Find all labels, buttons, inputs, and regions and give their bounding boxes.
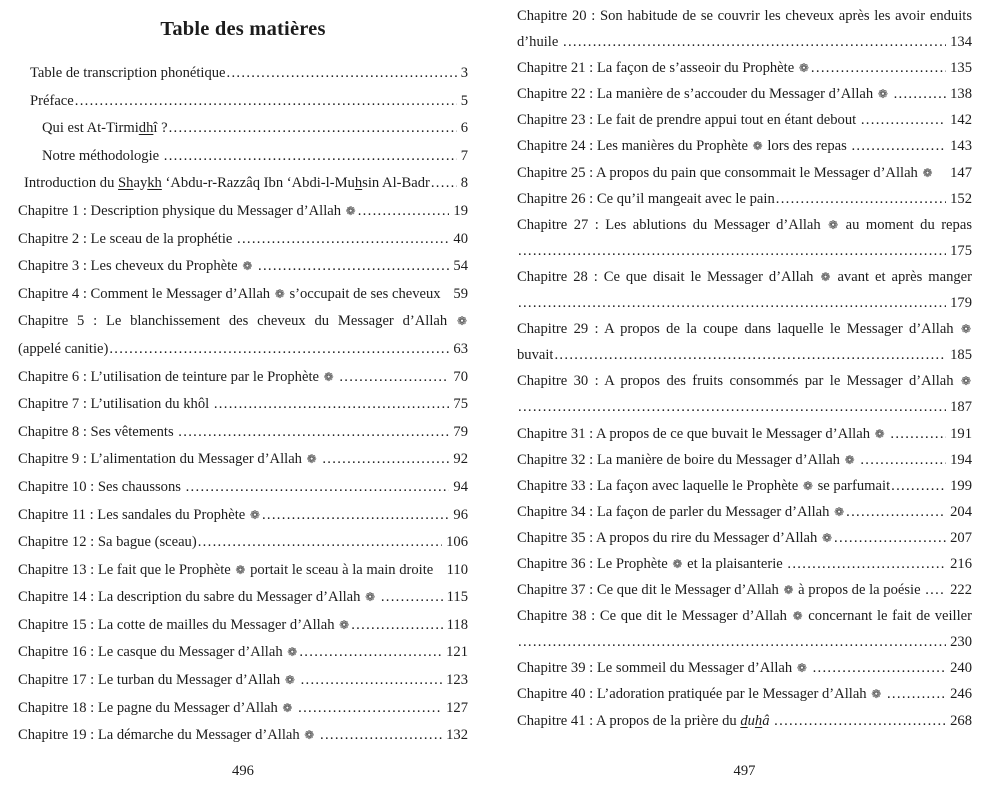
- toc-page-ref: 179: [950, 295, 972, 312]
- toc-entry-text: Chapitre 20 : Son habitude de se couvrir les cheveux après les avoir enduits: [517, 8, 972, 24]
- toc-entry: [18, 529, 468, 557]
- toc-page-ref: 3: [460, 65, 468, 81]
- toc-entry-line: [517, 708, 972, 734]
- toc-page-ref: 138: [950, 86, 972, 103]
- dot-leader: [300, 667, 443, 695]
- toc-entry-text: (appelé canitie): [18, 340, 109, 357]
- toc-entry: [517, 107, 972, 133]
- toc-entry-line: [517, 421, 972, 447]
- dot-leader: [845, 499, 946, 525]
- toc-entry-text: Chapitre 41 : A propos de la prière du duhâ: [517, 712, 770, 729]
- toc-page-ref: 121: [446, 644, 468, 661]
- toc-page-ref: 246: [950, 686, 972, 703]
- dot-leader: [517, 238, 946, 264]
- toc-entry-line: [24, 170, 468, 198]
- toc-entry-line: [517, 629, 972, 655]
- dot-leader: [553, 342, 946, 368]
- toc-entry-text: Chapitre 34 : La façon de parler du Messager d’Allah ❁: [517, 503, 845, 520]
- dot-leader: [812, 655, 947, 681]
- toc-entry-text: Chapitre 2 : Le sceau de la prophétie: [18, 230, 237, 247]
- toc-entry-text: Chapitre 22 : La manière de s’accouder du Messager d’Allah ❁: [517, 86, 888, 103]
- saw-honorific: ❁: [844, 452, 855, 467]
- toc-entry-line: [18, 502, 468, 530]
- toc-entry: [517, 316, 972, 368]
- toc-page-ref: 63: [453, 340, 468, 357]
- toc-entry: [517, 368, 972, 420]
- toc-entry-line: [18, 584, 468, 612]
- toc-page-ref: 40: [453, 230, 468, 247]
- toc-page-ref: 6: [460, 120, 468, 137]
- toc-entry-line: [18, 419, 468, 447]
- saw-honorific: ❁: [874, 426, 885, 441]
- toc-entry-line: [517, 499, 972, 525]
- toc-entry: [18, 253, 468, 281]
- saw-honorific: ❁: [877, 87, 888, 102]
- saw-honorific: ❁: [820, 269, 831, 284]
- toc-entry: [18, 391, 468, 419]
- toc-entry: [517, 551, 972, 577]
- toc-entry: [18, 502, 468, 530]
- saw-honorific: ❁: [282, 700, 293, 715]
- dot-leader: [833, 525, 946, 551]
- toc-entry-text: Chapitre 4 : Comment le Messager d’Allah ❁ s’occupait de ses cheveux: [18, 285, 441, 302]
- toc-page-ref: 123: [446, 672, 468, 689]
- toc-page-ref: 240: [950, 660, 972, 677]
- toc-page-ref: 75: [453, 396, 468, 413]
- toc-entry: [517, 447, 972, 473]
- dot-leader: [859, 447, 946, 473]
- left-page: [18, 0, 468, 800]
- toc-entry: [517, 525, 972, 551]
- toc-entry: [18, 226, 468, 254]
- dot-leader: [357, 198, 450, 226]
- toc-entry-line: [42, 143, 468, 171]
- saw-honorific: ❁: [922, 165, 933, 180]
- toc-page-ref: 194: [950, 451, 972, 468]
- toc-page-ref: 175: [950, 242, 972, 259]
- toc-page-ref: 268: [950, 712, 972, 729]
- toc-entry: [18, 446, 468, 474]
- toc-entry-text: Chapitre 36 : Le Prophète ❁ et la plaisanterie: [517, 555, 787, 572]
- toc-page-ref: 204: [950, 503, 972, 520]
- toc-entry: [18, 612, 468, 640]
- dot-leader: [893, 81, 947, 107]
- saw-honorific: ❁: [235, 562, 246, 577]
- dot-leader: [850, 133, 946, 159]
- toc-page-ref: 152: [950, 190, 972, 207]
- dot-leader: [775, 186, 946, 212]
- dot-leader: [810, 55, 946, 81]
- dot-leader: [297, 695, 442, 723]
- saw-honorific: ❁: [304, 728, 315, 743]
- toc-entry: [517, 160, 972, 186]
- toc-entry-line: [18, 253, 468, 281]
- dot-leader: [163, 143, 457, 171]
- toc-entry-line: [517, 525, 972, 551]
- dot-leader: [886, 681, 946, 707]
- saw-honorific: ❁: [960, 322, 971, 337]
- toc-entry-line: [517, 107, 972, 133]
- toc-entry: [517, 81, 972, 107]
- toc-entry-line: [18, 612, 468, 640]
- saw-honorific: ❁: [287, 645, 298, 660]
- toc-entry-text: Chapitre 25 : A propos du pain que consommait le Messager d’Allah ❁: [517, 164, 933, 181]
- toc-entry-line: [517, 290, 972, 316]
- toc-entry: [517, 681, 972, 707]
- toc-page-ref: 8: [460, 175, 468, 192]
- toc-entry-text: Chapitre 32 : La manière de boire du Messager d’Allah ❁: [517, 451, 855, 468]
- toc-entry-text: Chapitre 9 : L’alimentation du Messager d’Allah ❁: [18, 451, 317, 468]
- toc-entry-line: [517, 447, 972, 473]
- toc-page-ref: 191: [950, 425, 972, 442]
- toc-entry-line: [517, 81, 972, 107]
- saw-honorific: ❁: [798, 61, 809, 76]
- toc-entry-line: [517, 342, 972, 368]
- toc-page-ref: 142: [950, 112, 972, 129]
- toc-entry: [18, 722, 468, 750]
- toc-entry-line: [517, 160, 972, 186]
- toc-entry-text: Chapitre 13 : Le fait que le Prophète ❁ portait le sceau à la main droite: [18, 561, 434, 578]
- toc-page-ref: 96: [453, 506, 468, 523]
- dot-leader: [924, 577, 946, 603]
- toc-entry-text: Chapitre 37 : Ce que dit le Messager d’Allah ❁ à propos de la poésie: [517, 582, 925, 599]
- toc-title: Table des matières: [160, 18, 326, 40]
- toc-entry-text: Chapitre 26 : Ce qu’il mangeait avec le pain: [517, 190, 775, 207]
- toc-entry-line: [517, 473, 972, 499]
- toc-entry-text: Chapitre 31 : A propos de ce que buvait le Messager d’Allah ❁: [517, 425, 885, 442]
- toc-entry: [18, 584, 468, 612]
- dot-leader: [298, 639, 442, 667]
- saw-honorific: ❁: [306, 452, 317, 467]
- toc-entry-text: Chapitre 18 : Le pagne du Messager d’Allah ❁: [18, 699, 293, 716]
- toc-page-ref: 185: [950, 347, 972, 364]
- toc-entry: [517, 186, 972, 212]
- saw-honorific: ❁: [796, 661, 807, 676]
- toc-entry-line: [18, 474, 468, 502]
- toc-entry-line: [517, 55, 972, 81]
- toc-entry: [18, 281, 468, 309]
- toc-page-ref: 110: [446, 561, 468, 578]
- toc-entry: [18, 695, 468, 723]
- dot-leader: [321, 446, 449, 474]
- toc-entry-text: Chapitre 14 : La description du sabre du Messager d’Allah ❁: [18, 589, 376, 606]
- toc-entry: [42, 143, 468, 171]
- toc-entry-text: Chapitre 38 : Ce que dit le Messager d’Allah ❁ concernant le fait de veiller: [517, 608, 972, 625]
- toc-entry: [517, 3, 972, 55]
- toc-entry: [24, 170, 468, 198]
- toc-page-ref: 147: [950, 164, 972, 181]
- toc-entry: [517, 473, 972, 499]
- toc-entry-text: Chapitre 17 : Le turban du Messager d’Allah ❁: [18, 672, 295, 689]
- toc-page-ref: 132: [446, 727, 468, 744]
- dot-leader: [562, 29, 946, 55]
- toc-entry-text: Chapitre 24 : Les manières du Prophète ❁ lors des repas: [517, 138, 851, 155]
- toc-entry-line: [517, 133, 972, 159]
- toc-entry-line: [30, 88, 468, 116]
- dot-leader: [108, 336, 449, 364]
- dot-leader: [860, 107, 946, 133]
- toc-entry-text: Chapitre 40 : L’adoration pratiquée par le Messager d’Allah ❁: [517, 686, 882, 703]
- toc-entry-line: [18, 336, 468, 364]
- saw-honorific: ❁: [802, 478, 813, 493]
- toc-entry-text: Qui est At-Tirmidhî ?: [42, 120, 168, 137]
- dot-leader: [319, 722, 442, 750]
- toc-entry: [42, 115, 468, 143]
- toc-entry-line: [517, 681, 972, 707]
- dot-leader: [177, 419, 449, 447]
- toc-entry-text: Chapitre 39 : Le sommeil du Messager d’Allah ❁: [517, 660, 807, 677]
- toc-entry-line: [18, 667, 468, 695]
- toc-page-ref: 118: [446, 616, 468, 633]
- toc-entry-line: [18, 557, 468, 585]
- toc-entry-text: Chapitre 8 : Ses vêtements: [18, 423, 178, 440]
- toc-entry-line: [18, 529, 468, 557]
- toc-entry: [517, 499, 972, 525]
- toc-page-ref: 92: [453, 451, 468, 468]
- toc-entry-line: [517, 394, 972, 420]
- toc-entry-text: Chapitre 3 : Les cheveux du Prophète ❁: [18, 258, 253, 275]
- toc-entry-line: [517, 655, 972, 681]
- toc-entry-line: [18, 722, 468, 750]
- toc-page-ref: 79: [453, 423, 468, 440]
- saw-honorific: ❁: [456, 314, 467, 329]
- dot-leader: [236, 226, 449, 254]
- toc-page-ref: 115: [446, 589, 468, 606]
- saw-honorific: ❁: [672, 556, 683, 571]
- toc-page-ref: 135: [950, 60, 972, 77]
- toc-entry-text: Chapitre 23 : Le fait de prendre appui tout en étant debout: [517, 112, 860, 129]
- saw-honorific: ❁: [345, 203, 356, 218]
- toc-entry: [517, 577, 972, 603]
- saw-honorific: ❁: [828, 217, 839, 232]
- toc-list-right: [517, 0, 972, 734]
- toc-entry: [517, 655, 972, 681]
- toc-entry-text: Chapitre 7 : L’utilisation du khôl: [18, 396, 213, 413]
- toc-entry-line: [18, 695, 468, 723]
- toc-entry-line: [517, 551, 972, 577]
- toc-entry-text: buvait: [517, 347, 554, 364]
- toc-entry: [30, 88, 468, 116]
- toc-entry-line: [517, 577, 972, 603]
- saw-honorific: ❁: [274, 286, 285, 301]
- dot-leader: [889, 421, 946, 447]
- toc-entry-line: [18, 391, 468, 419]
- dot-leader: [517, 290, 946, 316]
- toc-entry-line: [517, 29, 972, 55]
- toc-entry: [18, 557, 468, 585]
- saw-honorific: ❁: [871, 687, 882, 702]
- toc-entry: [517, 708, 972, 734]
- toc-entry: [18, 474, 468, 502]
- saw-honorific: ❁: [339, 617, 350, 632]
- dot-leader: [786, 551, 946, 577]
- toc-entry: [517, 212, 972, 264]
- toc-entry-text: Chapitre 33 : La façon avec laquelle le Prophète ❁ se parfumait: [517, 477, 891, 494]
- toc-page-ref: 19: [453, 202, 468, 219]
- toc-page-ref: 222: [950, 582, 972, 599]
- dot-leader: [890, 473, 946, 499]
- toc-page-ref: 106: [446, 534, 468, 551]
- toc-page-ref: 127: [446, 699, 468, 716]
- toc-entry: [18, 364, 468, 392]
- saw-honorific: ❁: [242, 259, 253, 274]
- dot-leader: [350, 612, 442, 640]
- toc-entry-text: Chapitre 15 : La cotte de mailles du Messager d’Allah ❁: [18, 616, 350, 633]
- right-page-number-footer: 497: [733, 763, 756, 779]
- dot-leader: [261, 502, 449, 530]
- toc-entry: [517, 264, 972, 316]
- toc-entry-line: [18, 639, 468, 667]
- left-page-number-footer: 496: [232, 763, 254, 779]
- toc-entry-line: [18, 198, 468, 226]
- toc-entry-text: Chapitre 28 : Ce que disait le Messager d’Allah ❁ avant et après manger: [517, 268, 972, 285]
- saw-honorific: ❁: [752, 139, 763, 154]
- toc-entry: [517, 55, 972, 81]
- toc-entry-line: [517, 238, 972, 264]
- toc-entry-line: [18, 226, 468, 254]
- saw-honorific: ❁: [284, 673, 295, 688]
- saw-honorific: ❁: [249, 507, 260, 522]
- toc-list-left: [18, 60, 468, 750]
- toc-entry: [18, 639, 468, 667]
- dot-leader: [185, 474, 450, 502]
- toc-entry: [18, 198, 468, 226]
- toc-page-ref: 94: [453, 478, 468, 495]
- toc-page-ref: 216: [950, 555, 972, 572]
- toc-page-ref: 187: [950, 399, 972, 416]
- toc-entry-text: Chapitre 10 : Ses chaussons: [18, 478, 185, 495]
- dot-leader: [517, 394, 946, 420]
- saw-honorific: ❁: [792, 609, 803, 624]
- toc-entry-text: Chapitre 12 : Sa bague (sceau): [18, 534, 197, 551]
- toc-entry-text: Chapitre 6 : L’utilisation de teinture par le Prophète ❁: [18, 368, 334, 385]
- dot-leader: [773, 708, 946, 734]
- toc-page-ref: 199: [950, 477, 972, 494]
- toc-page-ref: 134: [950, 34, 972, 51]
- toc-entry-line: [18, 446, 468, 474]
- toc-entry-text: Chapitre 11 : Les sandales du Prophète ❁: [18, 506, 260, 523]
- saw-honorific: ❁: [783, 583, 794, 598]
- toc-page-ref: 59: [453, 285, 468, 302]
- toc-page-ref: 143: [950, 138, 972, 155]
- dot-leader: [517, 629, 946, 655]
- dot-leader: [430, 170, 457, 198]
- dot-leader: [338, 364, 449, 392]
- toc-entry: [18, 667, 468, 695]
- right-page: [517, 0, 972, 800]
- toc-entry: [30, 60, 468, 88]
- saw-honorific: ❁: [821, 530, 833, 545]
- toc-entry-text: Chapitre 19 : La démarche du Messager d’Allah ❁: [18, 727, 315, 744]
- toc-entry-line: [18, 364, 468, 392]
- toc-entry-text: Chapitre 35 : A propos du rire du Messager d’Allah ❁: [517, 529, 833, 546]
- toc-entry: [18, 308, 468, 363]
- toc-entry: [517, 133, 972, 159]
- toc-page-ref: 7: [460, 147, 468, 164]
- toc-page-ref: 5: [460, 92, 468, 109]
- toc-entry-text: d’huile: [517, 34, 562, 51]
- toc-entry-line: [517, 186, 972, 212]
- toc-entry-text: Chapitre 16 : Le casque du Messager d’Allah ❁: [18, 644, 298, 661]
- dot-leader: [380, 584, 443, 612]
- toc-entry-text: Table de transcription phonétique: [30, 65, 226, 81]
- dot-leader: [213, 391, 450, 419]
- saw-honorific: ❁: [834, 504, 845, 519]
- toc-entry-text: Chapitre 5 : Le blanchissement des cheveux du Messager d’Allah ❁: [18, 313, 467, 330]
- saw-honorific: ❁: [960, 374, 971, 389]
- toc-page-ref: 207: [950, 529, 972, 546]
- dot-leader: [257, 253, 449, 281]
- saw-honorific: ❁: [365, 590, 376, 605]
- toc-page-ref: 54: [453, 258, 468, 275]
- toc-entry-text: Introduction du Shaykh ‘Abdu-r-Razzâq Ibn ‘Abdi-l-Muhsin Al-Badr: [24, 175, 430, 192]
- dot-leader: [74, 88, 457, 116]
- toc-entry-text: Chapitre 30 : A propos des fruits consommés par le Messager d’Allah ❁: [517, 373, 971, 390]
- toc-entry: [517, 603, 972, 655]
- dot-leader: [226, 60, 457, 88]
- saw-honorific: ❁: [323, 369, 334, 384]
- toc-entry-text: Chapitre 21 : La façon de s’asseoir du Prophète ❁: [517, 60, 809, 77]
- toc-page-ref: 70: [453, 368, 468, 385]
- toc-entry-text: Chapitre 1 : Description physique du Messager d’Allah ❁: [18, 202, 356, 219]
- toc-entry-text: Chapitre 27 : Les ablutions du Messager d’Allah ❁ au moment du repas: [517, 216, 972, 233]
- toc-entry-text: Chapitre 29 : A propos de la coupe dans laquelle le Messager d’Allah ❁: [517, 321, 971, 338]
- toc-entry-line: [30, 60, 468, 88]
- toc-entry: [18, 419, 468, 447]
- dot-leader: [168, 115, 457, 143]
- toc-entry-line: [42, 115, 468, 143]
- toc-entry-line: [18, 281, 468, 309]
- toc-entry: [517, 421, 972, 447]
- dot-leader: [197, 529, 442, 557]
- toc-page-ref: 230: [950, 634, 972, 651]
- toc-entry-text: Préface: [30, 92, 74, 109]
- toc-entry-text: Notre méthodologie: [42, 147, 163, 164]
